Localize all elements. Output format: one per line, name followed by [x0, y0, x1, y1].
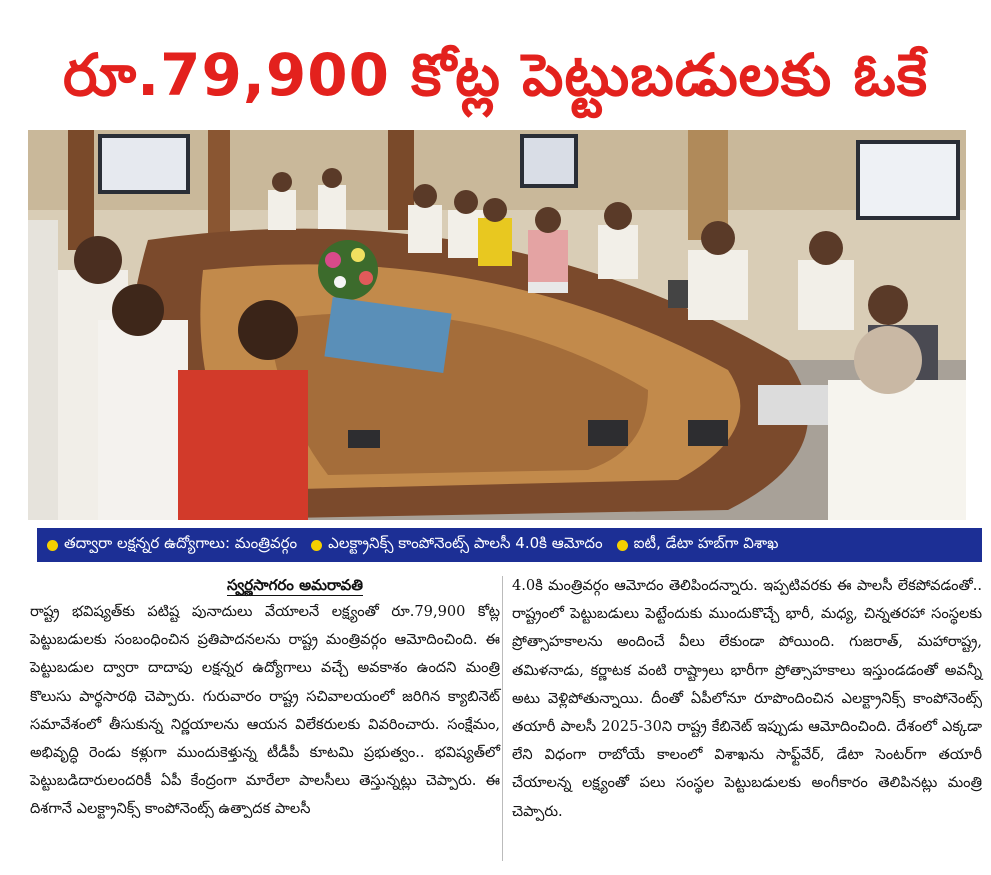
banner-item: తద్వారా లక్షన్నర ఉద్యోగాలు: మంత్రివర్గం [64, 534, 298, 552]
cabinet-meeting-photo [28, 130, 966, 520]
byline: స్వర్ణసాగరం అమరావతి [227, 576, 363, 594]
article-text: 4.0కి మంత్రివర్గం ఆమోదం తెలిపిందన్నారు. ఇప్పటివరకు ఈ పాలసీ లేకపోవడంతో.. రాష్ట్రంలో పెట్టుబడులు పెట్టేందుకు ముందుకొచ్చే భారీ, మధ్య, చిన్నతరహా సంస్థలకు ప్రోత్సాహకాలను అందించే వీలు లేకుండా పోయింది. గుజరాత్, మహారాష్ట్ర, తమిళనాడు, కర్ణాటక వంటి రాష్ట్రాలు భారీగా ప్రోత్సాహకాలు ఇస్తుండడంతో అవన్నీ అటు వెళ్లిపోతున్నాయి. దీంతో ఏపీలోనూ రూపొందించిన ఎలక్ట్రానిక్స్ కాంపోనెంట్స్ తయారీ పాలసీ 2025-30ని రాష్ట్ర కేబినెట్ ఇప్పుడు ఆమోదించింది. దేశంలో ఎక్కడా లేని విధంగా రాబోయే కాలంలో విశాఖను సాఫ్ట్‌వేర్, డేటా సెంటర్‌గా తయారీ చేయాలన్న లక్ష్యంతో పలు సంస్థల పెట్టుబడులకు అంగీకారం తెలిపినట్లు మంత్రి చెప్పారు. [512, 577, 982, 820]
bullet-icon [311, 540, 322, 551]
bullet-icon [617, 540, 628, 551]
bullet-icon [47, 540, 58, 551]
headline: రూ.79,900 కోట్ల పెట్టుబడులకు ఓకే [62, 41, 929, 109]
banner-item: ఐటీ, డేటా హబ్‌గా విశాఖ [633, 534, 779, 552]
article-text: రాష్ట్ర భవిష్యత్‌కు పటిష్ట పునాదులు వేయాలనే లక్ష్యంతో రూ.79,900 కోట్ల పెట్టుబడులకు సంబంధించిన ప్రతిపాదనలను రాష్ట్ర మంత్రివర్గం ఆమోదించింది. ఈ పెట్టుబడుల ద్వారా దాదాపు లక్షన్నర ఉద్యోగాలు వచ్చే అవకాశం ఉందని మంత్రి కొలుసు పార్థసారథి చెప్పారు. గురువారం రాష్ట్ర సచివాలయంలో జరిగిన క్యాబినెట్ సమావేశంలో తీసుకున్న నిర్ణయాలను ఆయన విలేకరులకు వివరించారు. సంక్షేమం, అభివృద్ధి రెండు కళ్లుగా ముందుకెళ్తున్న టీడీపీ కూటమి ప్రభుత్వం.. భవిష్యత్‌లో పెట్టుబడిదారులందరికీ ఏపీ కేంద్రంగా మారేలా పాలసీలు తెస్తున్నట్లు చెప్పారు. ఈ దిశగానే ఎలక్ట్రానిక్స్ కాంపోనెంట్స్ ఉత్పాదక పాలసీ [30, 603, 500, 818]
highlights-banner [37, 528, 982, 562]
banner-item: ఎలక్ట్రానిక్స్ కాంపోనెంట్స్ పాలసీ 4.0కి ఆమోదం [328, 534, 603, 552]
column-divider [502, 576, 503, 861]
article-column-left [30, 572, 500, 824]
article-column-right [512, 572, 982, 826]
